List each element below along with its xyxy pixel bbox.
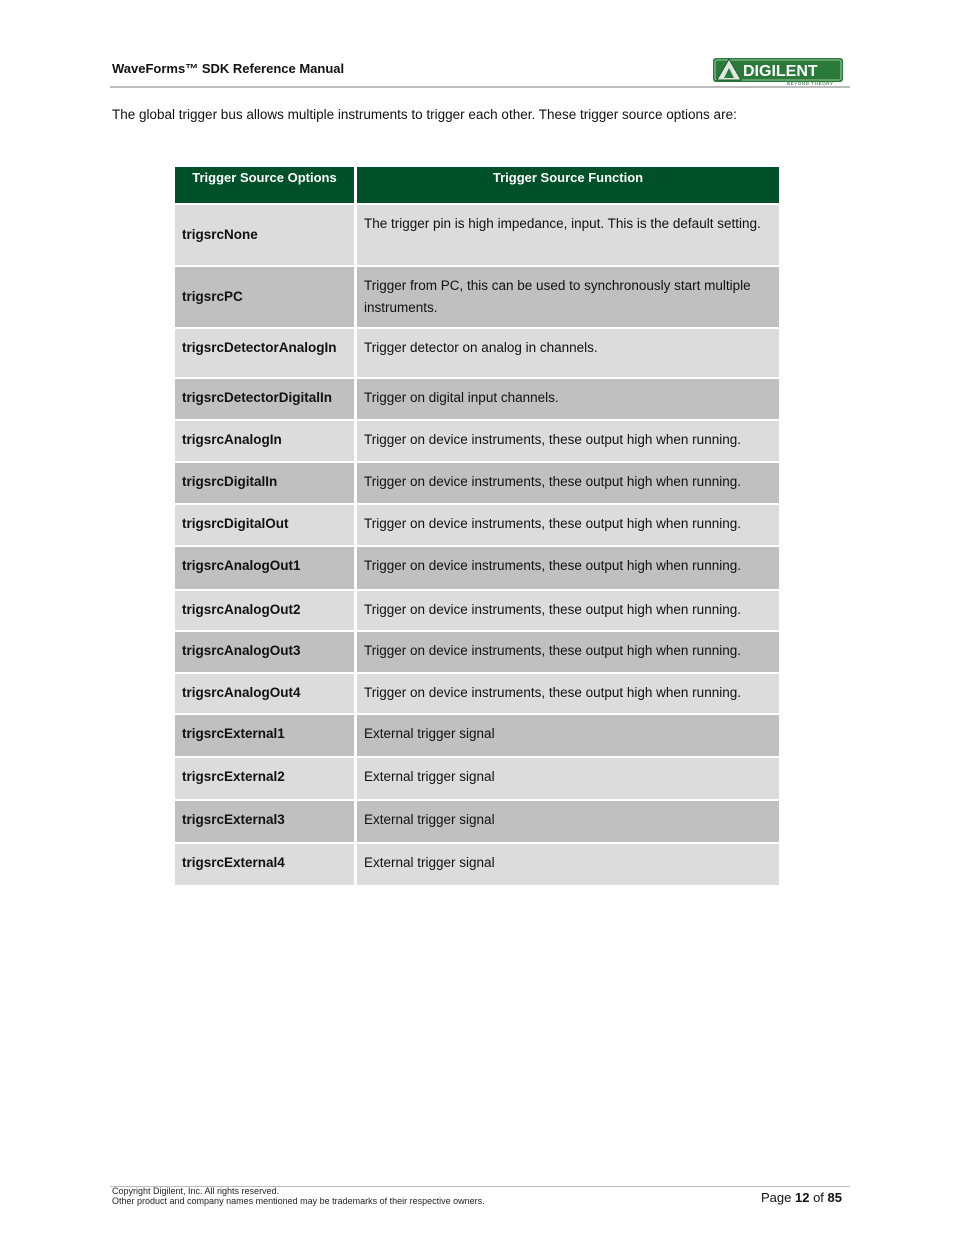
trigger-function: The trigger pin is high impedance, input. This is the default setting.: [357, 205, 779, 267]
table-row: [175, 421, 779, 463]
copyright-notice: [112, 1186, 485, 1206]
trigger-option: trigsrcAnalogOut3: [175, 632, 357, 674]
trigger-option: trigsrcDigitalOut: [175, 505, 357, 547]
page-of: of: [813, 1190, 824, 1205]
trigger-source-table: [175, 167, 779, 887]
column-header-function: Trigger Source Function: [357, 167, 779, 205]
trigger-option: trigsrcExternal1: [175, 715, 357, 758]
table-row: [175, 632, 779, 674]
table-row: [175, 329, 779, 379]
trigger-function: Trigger from PC, this can be used to synchronously start multiple instruments.: [357, 267, 779, 329]
trademark-line: Other product and company names mentioned may be trademarks of their respective owners.: [112, 1196, 485, 1206]
trigger-option: trigsrcNone: [175, 205, 357, 267]
table-row: [175, 205, 779, 267]
trigger-function: Trigger on device instruments, these output high when running.: [357, 547, 779, 591]
trigger-function: Trigger on device instruments, these output high when running.: [357, 463, 779, 505]
document-title: WaveForms™ SDK Reference Manual: [112, 61, 345, 76]
trigger-option: trigsrcAnalogOut2: [175, 591, 357, 632]
table-row: [175, 715, 779, 758]
trigger-option: trigsrcAnalogIn: [175, 421, 357, 463]
page-total: 85: [827, 1190, 842, 1205]
table-row: [175, 463, 779, 505]
table-row: [175, 758, 779, 801]
header-divider: [110, 86, 850, 88]
trigger-option: trigsrcDetectorDigitalIn: [175, 379, 357, 421]
table-row: [175, 379, 779, 421]
table-row: [175, 801, 779, 844]
table-header-row: [175, 167, 779, 205]
trigger-function: External trigger signal: [357, 758, 779, 801]
logo-tagline: BEYOND THEORY: [787, 81, 834, 86]
trigger-option: trigsrcPC: [175, 267, 357, 329]
table-row: [175, 505, 779, 547]
trigger-function: Trigger detector on analog in channels.: [357, 329, 779, 379]
trigger-function: Trigger on device instruments, these output high when running.: [357, 674, 779, 715]
table-row: [175, 844, 779, 887]
table-row: [175, 547, 779, 591]
trigger-function: Trigger on device instruments, these output high when running.: [357, 632, 779, 674]
trigger-function: External trigger signal: [357, 844, 779, 887]
trigger-function: External trigger signal: [357, 801, 779, 844]
trigger-function: Trigger on device instruments, these output high when running.: [357, 421, 779, 463]
trigger-option: trigsrcDetectorAnalogIn: [175, 329, 357, 379]
table-row: [175, 267, 779, 329]
trigger-option: trigsrcExternal3: [175, 801, 357, 844]
page-current: 12: [794, 1190, 810, 1205]
trigger-option: trigsrcExternal4: [175, 844, 357, 887]
table-row: [175, 674, 779, 715]
trigger-function: Trigger on device instruments, these output high when running.: [357, 591, 779, 632]
intro-paragraph: The global trigger bus allows multiple instruments to trigger each other. These trigger source options are:: [112, 107, 737, 122]
column-header-options: Trigger Source Options: [175, 167, 357, 205]
trigger-function: Trigger on device instruments, these output high when running.: [357, 505, 779, 547]
trigger-option: trigsrcAnalogOut1: [175, 547, 357, 591]
copyright-line: Copyright Digilent, Inc. All rights reserved.: [112, 1186, 280, 1196]
table-row: [175, 591, 779, 632]
trigger-option: trigsrcAnalogOut4: [175, 674, 357, 715]
trigger-function: Trigger on digital input channels.: [357, 379, 779, 421]
page-number: [761, 1190, 842, 1205]
logo-text: DIGILENT: [743, 63, 818, 80]
trigger-option: trigsrcExternal2: [175, 758, 357, 801]
trigger-option: trigsrcDigitalIn: [175, 463, 357, 505]
page-label: Page: [760, 1190, 792, 1205]
trigger-function: External trigger signal: [357, 715, 779, 758]
digilent-logo: [713, 56, 843, 86]
